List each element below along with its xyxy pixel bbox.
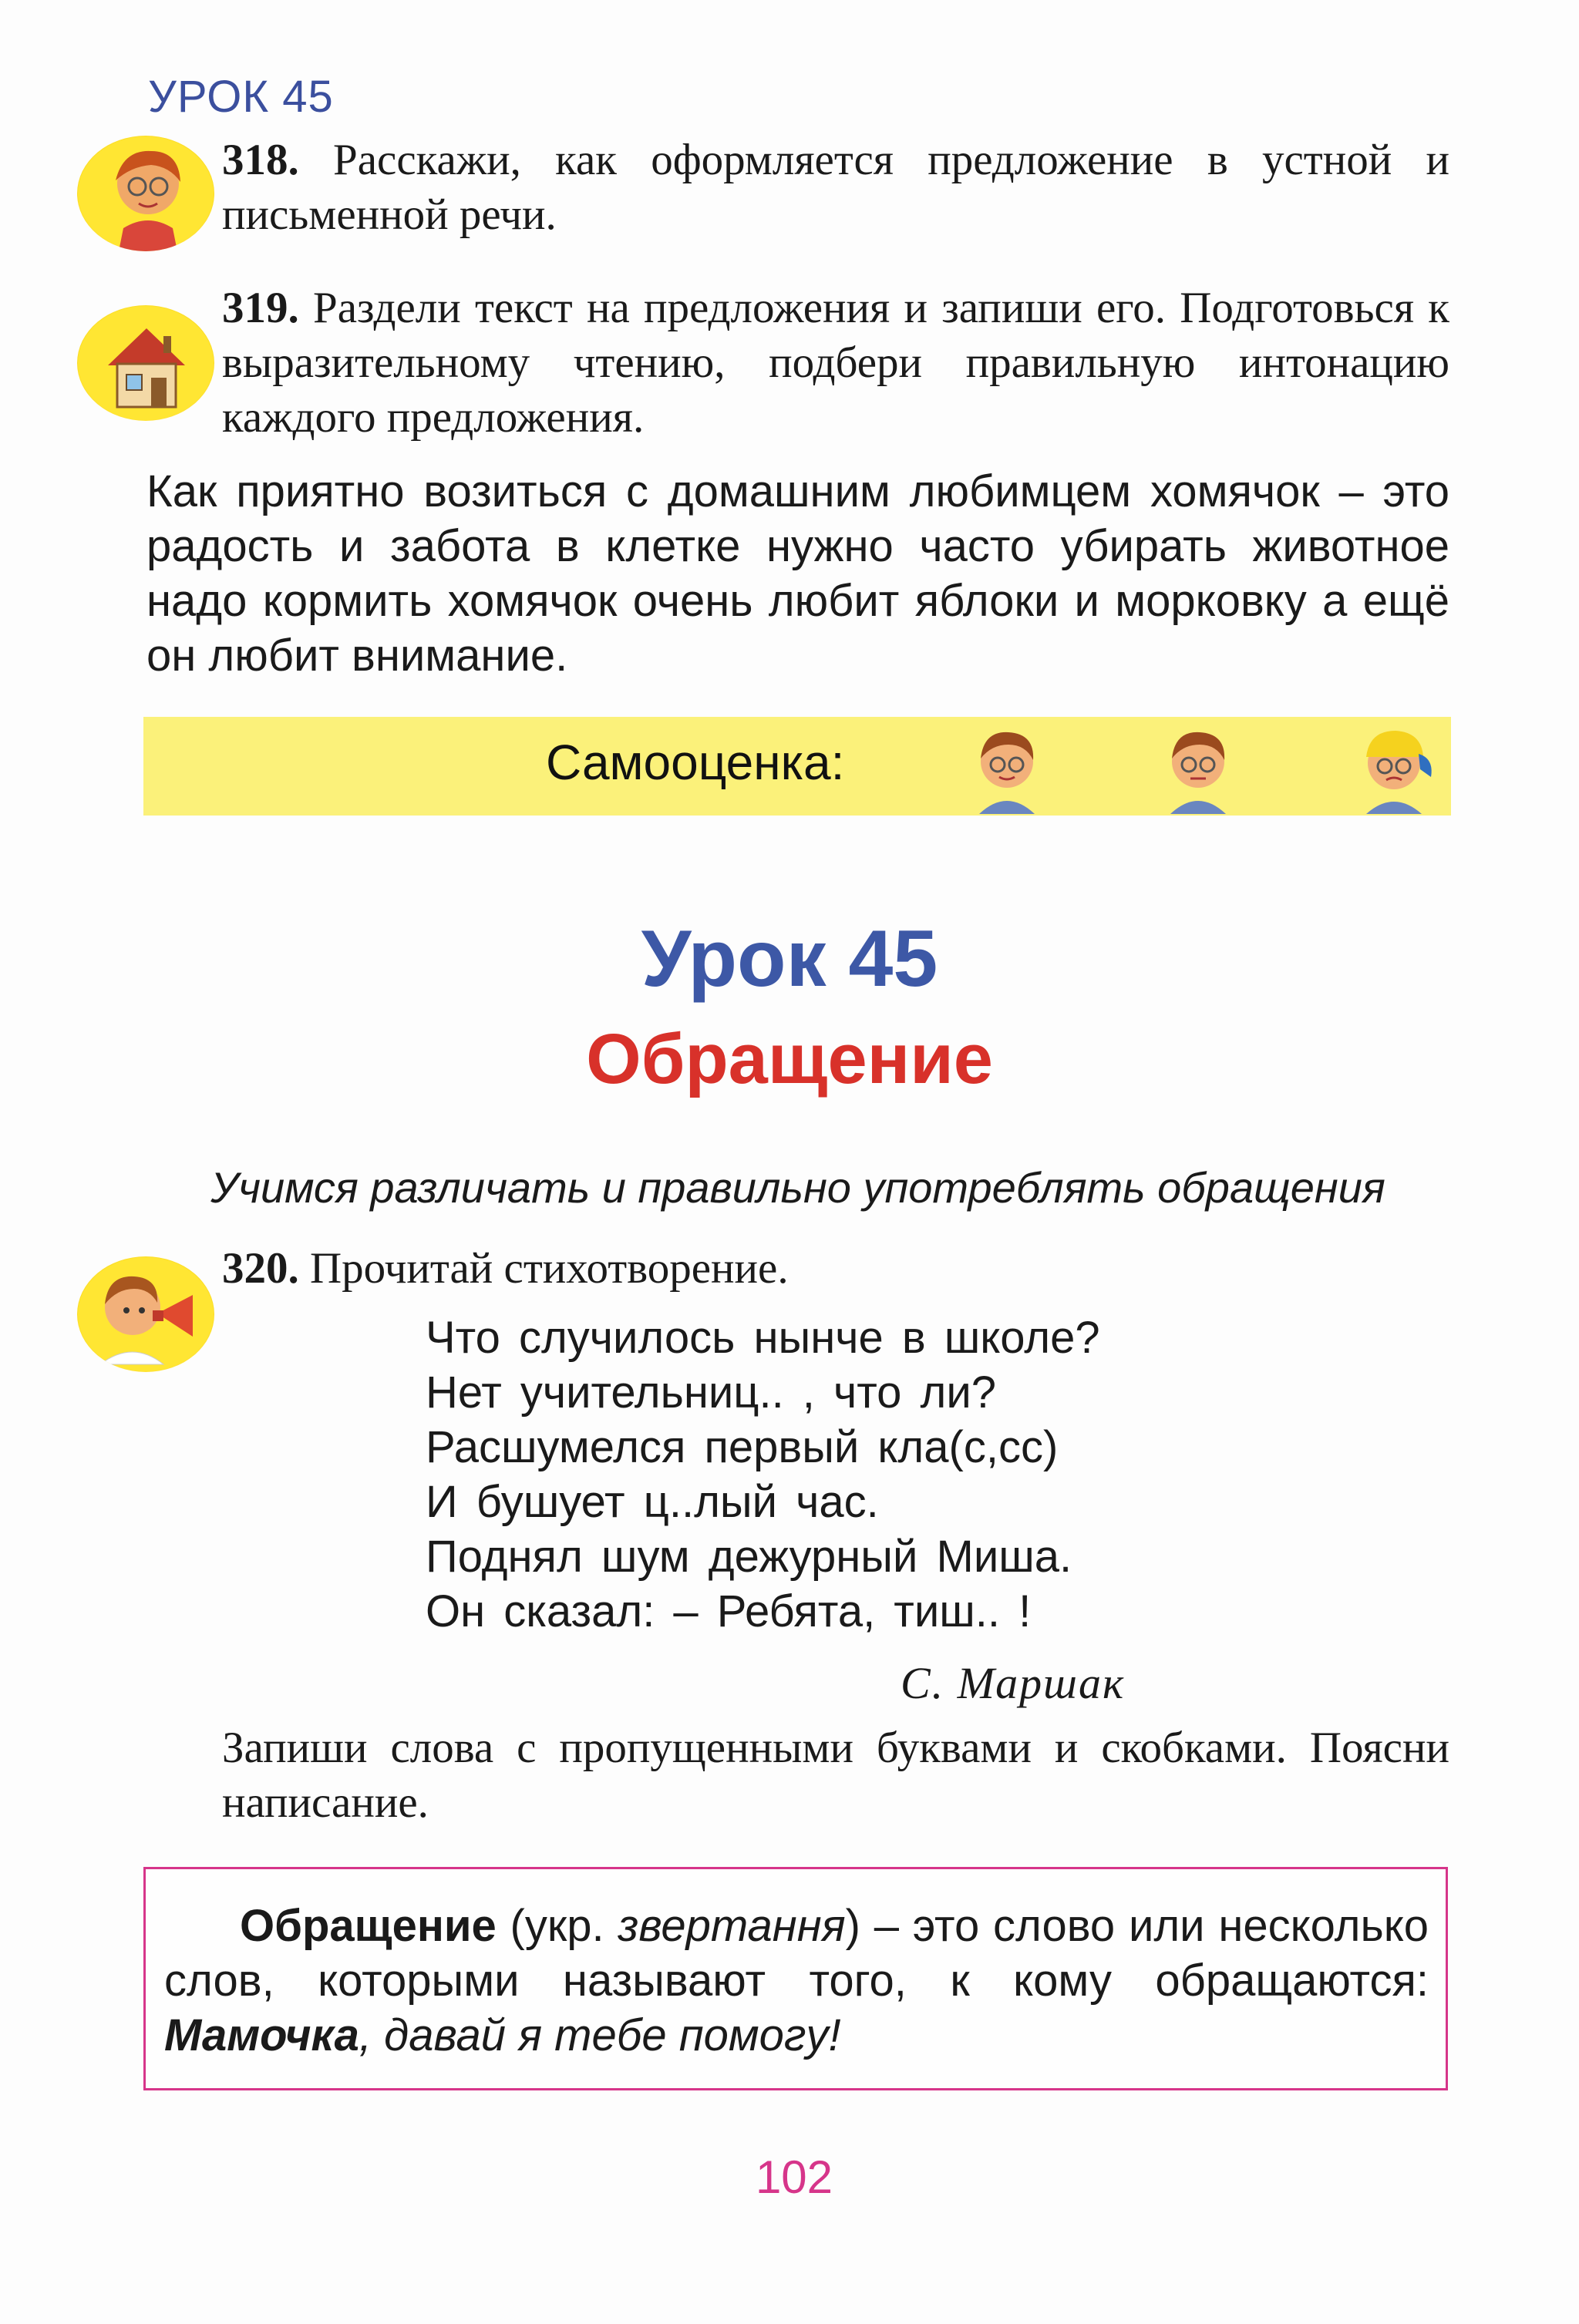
task-text: Раздели текст на предложения и запиши его. Подготовься к выразительному чтению, подбери правильную интонацию каждого предложения. [222,284,1449,442]
boy-cap-face-icon [1351,723,1437,814]
rule-ukr-word: звертання [618,1901,846,1951]
running-header: УРОК 45 [148,72,334,122]
task-318 [222,133,1449,242]
poem-line: Что случилось нынче в школе? [426,1313,1100,1363]
rule-ukr-open: (укр. [496,1901,618,1951]
rule-term: Обращение [240,1901,497,1951]
task-319 [222,281,1449,445]
lesson-title: Урок 45 [641,914,938,1004]
poem-author: С. Маршак [901,1658,1126,1708]
task-text: Расскажи, как оформляется предложение в устной и письменной речи. [222,136,1449,239]
boy-megaphone-icon [77,1256,214,1372]
poem-line: Поднял шум дежурный Миша. [426,1532,1072,1582]
rule-definition: ) – это слово или несколько слов, которыми называют того, к кому обращаются: [164,1901,1429,2006]
boy-face-icon [964,723,1050,814]
house-icon [77,305,214,421]
task-320 [222,1241,1449,1296]
story-text: Как приятно возиться с домашним любимцем хомячок – это радость и забота в клетке нужно часто убирать животное надо кормить хомячок очень любит яблоки и морковку а ещё он любит внимание. [146,466,1449,681]
self-assessment-label: Самооценка: [546,735,845,790]
poem-line: Расшумелся первый кла(с,сс) [426,1422,1059,1472]
rule-example-rest: , давай я тебе помогу! [359,2010,841,2060]
poem-line: И бушует ц..лый час. [426,1477,879,1527]
task-number: 318. [222,136,299,184]
rule-box [143,1867,1448,2090]
task-number: 320. [222,1244,299,1293]
girl-glasses-icon [77,136,214,251]
self-assessment-banner [143,717,1451,816]
rule-text [164,1899,1429,2063]
lesson-topic: Обращение [586,1020,993,1098]
lesson-goal: Учимся различать и правильно употреблять обращения [210,1163,1385,1212]
task-number: 319. [222,284,299,332]
poem [426,1310,1274,1639]
page-number: 102 [755,2151,833,2203]
task-320-instruction: Запиши слова с пропущенными буквами и скобками. Поясни написание. [222,1724,1449,1827]
rule-example-word: Мамочка [164,2010,359,2060]
poem-line: Нет учительниц.. , что ли? [426,1367,997,1418]
task-text: Прочитай стихотворение. [298,1244,789,1293]
poem-line: Он сказал: – Ребята, тиш.. ! [426,1586,1032,1636]
boy-face-icon [1155,723,1241,814]
